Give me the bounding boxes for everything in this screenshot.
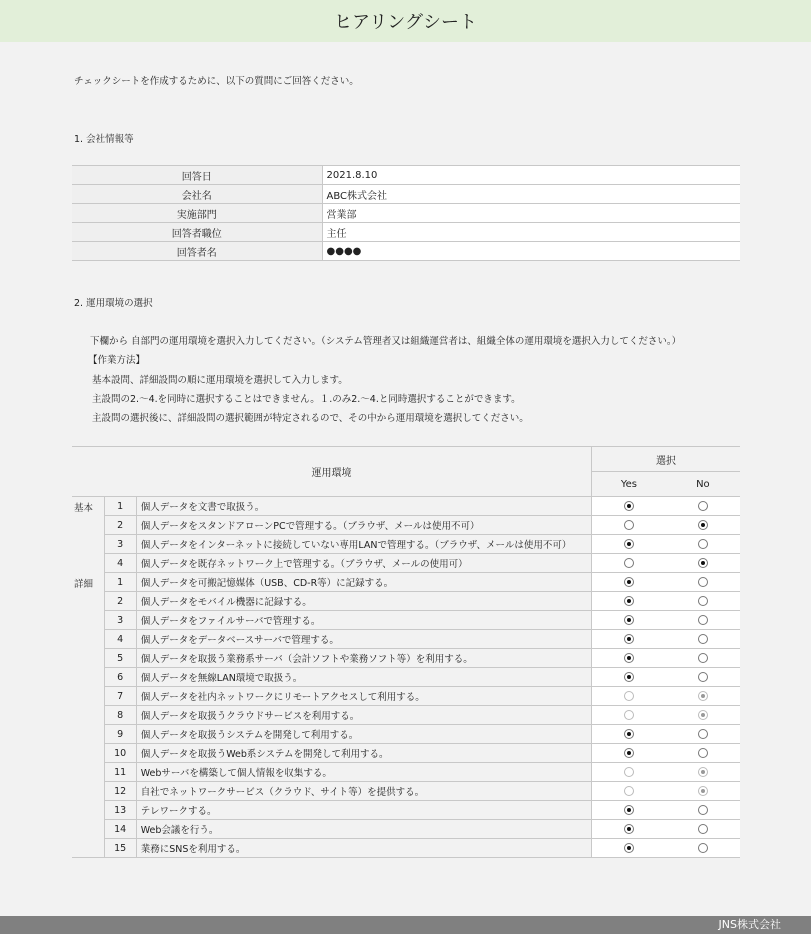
row-number: 4 (104, 630, 136, 649)
environment-row (72, 649, 740, 668)
no-radio[interactable] (698, 558, 708, 568)
yes-cell (592, 820, 666, 839)
environment-row (72, 497, 740, 516)
environment-text: 個人データをスタンドアローンPCで管理する。（ブラウザ、メールは使用不可） (136, 516, 591, 535)
environment-row (72, 611, 740, 630)
yes-cell (592, 649, 666, 668)
yes-cell (592, 497, 666, 516)
select-column-header: 選択 (592, 447, 740, 472)
environment-row (72, 668, 740, 687)
no-radio[interactable] (698, 729, 708, 739)
no-cell (666, 820, 740, 839)
yes-cell (592, 592, 666, 611)
environment-text: 個人データを取扱うWeb系システムを開発して利用する。 (136, 744, 591, 763)
yes-radio[interactable] (624, 748, 634, 758)
info-row (72, 223, 740, 242)
no-radio[interactable] (698, 653, 708, 663)
yes-radio[interactable] (624, 501, 634, 511)
intro-text: チェックシートを作成するために、以下の質問にご回答ください。 (74, 76, 359, 87)
no-radio[interactable] (698, 805, 708, 815)
environment-row (72, 687, 740, 706)
method-line: 主設問の選択後に、詳細設問の選択範囲が特定されるので、その中から運用環境を選択してください。 (92, 413, 529, 424)
yes-radio (624, 786, 634, 796)
env-column-header: 運用環境 (72, 447, 592, 497)
row-number: 13 (104, 801, 136, 820)
row-number: 2 (104, 516, 136, 535)
no-radio[interactable] (698, 577, 708, 587)
yes-radio (624, 691, 634, 701)
yes-cell (592, 535, 666, 554)
no-cell (666, 668, 740, 687)
no-radio[interactable] (698, 520, 708, 530)
environment-text: 個人データを取扱うシステムを開発して利用する。 (136, 725, 591, 744)
footer-company: JNS株式会社 (718, 918, 781, 931)
environment-text: Webサーバを構築して個人情報を収集する。 (136, 763, 591, 782)
row-number: 1 (104, 573, 136, 592)
no-cell (666, 554, 740, 573)
instruction-line: 下欄から 自部門の運用環境を選択入力してください。（システム管理者又は組織運営者は、組織全体の運用環境を選択入力してください。） (90, 336, 682, 347)
no-cell (666, 763, 740, 782)
no-cell (666, 649, 740, 668)
footer (0, 916, 811, 934)
environment-text: 個人データをファイルサーバで管理する。 (136, 611, 591, 630)
group-label: 詳細 (72, 573, 104, 858)
environment-row (72, 725, 740, 744)
environment-text: 個人データを取扱う業務系サーバ（会計ソフトや業務ソフト等）を利用する。 (136, 649, 591, 668)
info-row (72, 242, 740, 261)
yes-cell (592, 630, 666, 649)
row-number: 9 (104, 725, 136, 744)
environment-row (72, 573, 740, 592)
yes-radio (624, 710, 634, 720)
yes-radio[interactable] (624, 615, 634, 625)
no-cell (666, 630, 740, 649)
environment-text: 個人データを既存ネットワーク上で管理する。（ブラウザ、メールの使用可） (136, 554, 591, 573)
yes-cell (592, 744, 666, 763)
environment-text: 自社でネットワークサービス（クラウド、サイト等）を提供する。 (136, 782, 591, 801)
yes-cell (592, 763, 666, 782)
yes-cell (592, 801, 666, 820)
environment-text: 業務にSNSを利用する。 (136, 839, 591, 858)
yes-radio (624, 767, 634, 777)
info-label: 実施部門 (72, 204, 322, 223)
info-label: 回答者職位 (72, 223, 322, 242)
no-radio (698, 710, 708, 720)
no-cell (666, 801, 740, 820)
environment-row (72, 706, 740, 725)
page-header (0, 0, 811, 42)
row-number: 10 (104, 744, 136, 763)
row-number: 3 (104, 535, 136, 554)
environment-text: 個人データを取扱うクラウドサービスを利用する。 (136, 706, 591, 725)
yes-cell (592, 611, 666, 630)
info-label: 回答者名 (72, 242, 322, 261)
no-radio[interactable] (698, 634, 708, 644)
row-number: 7 (104, 687, 136, 706)
yes-cell (592, 687, 666, 706)
yes-cell (592, 706, 666, 725)
yes-radio[interactable] (624, 558, 634, 568)
no-cell (666, 592, 740, 611)
yes-cell (592, 668, 666, 687)
page-title: ヒアリングシート (334, 12, 477, 33)
environment-text: 個人データを社内ネットワークにリモートアクセスして利用する。 (136, 687, 591, 706)
no-radio[interactable] (698, 501, 708, 511)
environment-text: 個人データを無線LAN環境で取扱う。 (136, 668, 591, 687)
environment-row (72, 535, 740, 554)
row-number: 11 (104, 763, 136, 782)
no-cell (666, 706, 740, 725)
yes-cell (592, 839, 666, 858)
no-radio[interactable] (698, 596, 708, 606)
info-row (72, 166, 740, 185)
environment-text: 個人データを文書で取扱う。 (136, 497, 591, 516)
yes-radio[interactable] (624, 729, 634, 739)
yes-radio[interactable] (624, 672, 634, 682)
environment-text: 個人データをデータベースサーバで管理する。 (136, 630, 591, 649)
no-radio[interactable] (698, 672, 708, 682)
yes-radio[interactable] (624, 577, 634, 587)
yes-cell (592, 782, 666, 801)
yes-radio[interactable] (624, 520, 634, 530)
no-cell (666, 839, 740, 858)
info-row (72, 204, 740, 223)
company-info-table (72, 165, 740, 261)
environment-row (72, 592, 740, 611)
info-value-field[interactable]: 主任 (322, 223, 740, 242)
row-number: 12 (104, 782, 136, 801)
method-line: 主設問の2.〜4.を同時に選択することはできません。１.のみ2.〜4.と同時選択することができます。 (92, 394, 521, 405)
no-cell (666, 744, 740, 763)
yes-radio[interactable] (624, 824, 634, 834)
method-line: 基本設問、詳細設問の順に運用環境を選択して入力します。 (92, 375, 348, 386)
row-number: 14 (104, 820, 136, 839)
yes-cell (592, 725, 666, 744)
info-value-field[interactable]: 2021.8.10 (322, 166, 740, 185)
no-radio[interactable] (698, 748, 708, 758)
yes-cell (592, 554, 666, 573)
no-cell (666, 497, 740, 516)
row-number: 15 (104, 839, 136, 858)
no-radio (698, 767, 708, 777)
yes-radio[interactable] (624, 805, 634, 815)
no-cell (666, 611, 740, 630)
section2-title: 2. 運用環境の選択 (74, 298, 153, 309)
environment-row (72, 763, 740, 782)
info-row (72, 185, 740, 204)
yes-radio[interactable] (624, 843, 634, 853)
row-number: 6 (104, 668, 136, 687)
yes-cell (592, 516, 666, 535)
environment-row (72, 782, 740, 801)
yes-radio[interactable] (624, 539, 634, 549)
yes-column-header: Yes (592, 472, 666, 497)
environment-text: 個人データをモバイル機器に記録する。 (136, 592, 591, 611)
environment-row (72, 630, 740, 649)
row-number: 2 (104, 592, 136, 611)
info-label: 回答日 (72, 166, 322, 185)
group-label: 基本 (72, 497, 104, 573)
no-cell (666, 725, 740, 744)
info-value-field[interactable]: 営業部 (322, 204, 740, 223)
environment-row (72, 516, 740, 535)
info-label: 会社名 (72, 185, 322, 204)
no-radio[interactable] (698, 843, 708, 853)
environment-text: 個人データをインターネットに接続していない専用LANで管理する。（ブラウザ、メールは使用不可） (136, 535, 591, 554)
row-number: 4 (104, 554, 136, 573)
no-radio[interactable] (698, 824, 708, 834)
environment-row (72, 820, 740, 839)
no-cell (666, 573, 740, 592)
no-cell (666, 516, 740, 535)
info-value-field[interactable]: ABC株式会社 (322, 185, 740, 204)
no-radio[interactable] (698, 615, 708, 625)
no-radio (698, 691, 708, 701)
environment-text: Web会議を行う。 (136, 820, 591, 839)
environment-table (72, 446, 740, 858)
environment-text: テレワークする。 (136, 801, 591, 820)
section1-title: 1. 会社情報等 (74, 134, 134, 145)
yes-radio[interactable] (624, 634, 634, 644)
row-number: 1 (104, 497, 136, 516)
environment-text: 個人データを可搬記憶媒体（USB、CD-R等）に記録する。 (136, 573, 591, 592)
environment-row (72, 554, 740, 573)
no-cell (666, 782, 740, 801)
row-number: 3 (104, 611, 136, 630)
row-number: 8 (104, 706, 136, 725)
no-radio[interactable] (698, 539, 708, 549)
no-cell (666, 535, 740, 554)
row-number: 5 (104, 649, 136, 668)
method-heading: 【作業方法】 (88, 355, 146, 366)
yes-radio[interactable] (624, 653, 634, 663)
environment-row (72, 801, 740, 820)
environment-row (72, 744, 740, 763)
yes-cell (592, 573, 666, 592)
info-value-field[interactable]: ●●●● (322, 242, 740, 261)
no-column-header: No (666, 472, 740, 497)
no-radio (698, 786, 708, 796)
environment-row (72, 839, 740, 858)
yes-radio[interactable] (624, 596, 634, 606)
no-cell (666, 687, 740, 706)
